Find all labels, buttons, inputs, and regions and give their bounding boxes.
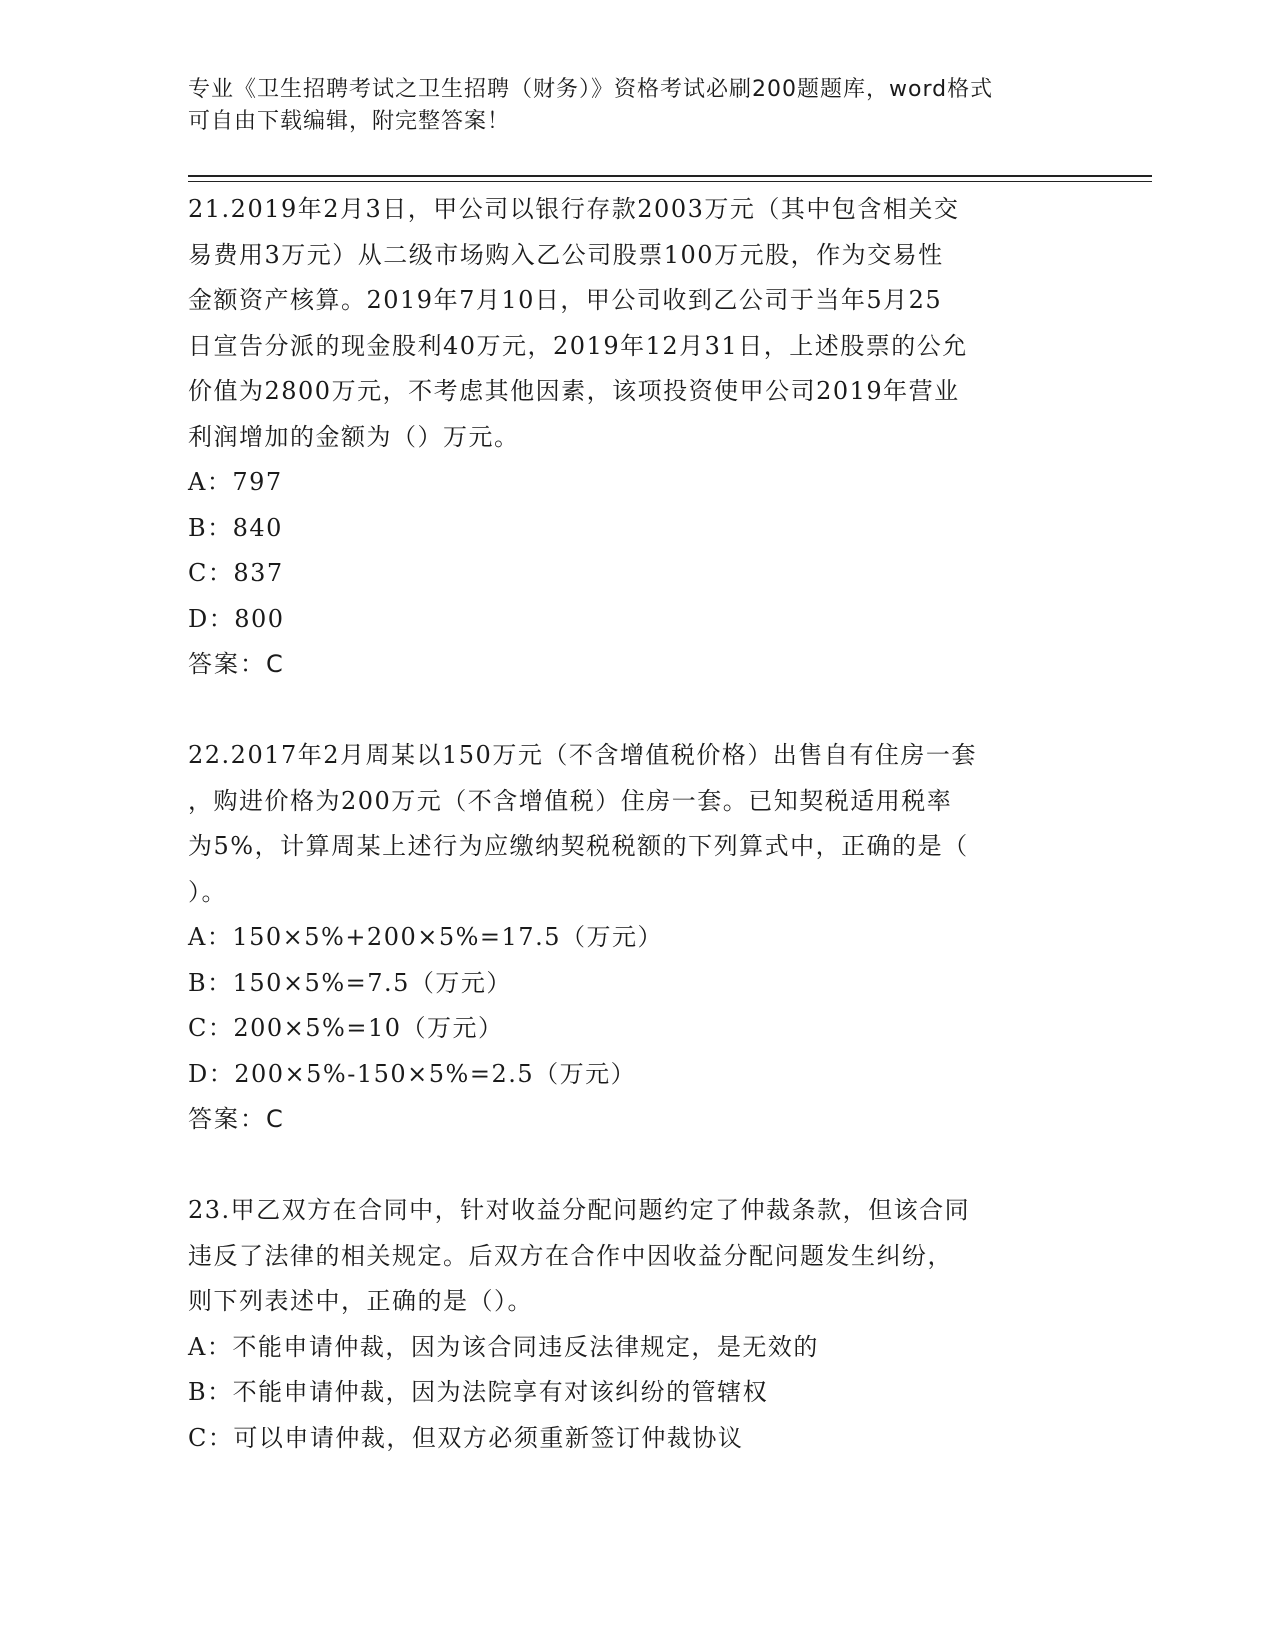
- question-text-line: 为5%，计算周某上述行为应缴纳契税税额的下列算式中，正确的是（: [188, 832, 969, 860]
- question-text-line: ，购进价格为200万元（不含增值税）住房一套。已知契税适用税率: [188, 786, 953, 815]
- option-c: C：837: [188, 559, 284, 587]
- question-text-line: 23.甲乙双方在合同中，针对收益分配问题约定了仲裁条款，但该合同: [188, 1196, 971, 1224]
- option-c: C：可以申请仲裁，但双方必须重新签订仲裁协议: [188, 1423, 744, 1452]
- option-b: B：840: [188, 513, 283, 542]
- question-text-line: 利润增加的金额为（）万元。: [188, 422, 520, 451]
- header-divider-thin: [188, 181, 1152, 182]
- header-line-2: 可自由下载编辑，附完整答案！: [188, 109, 511, 134]
- option-a: A：797: [188, 468, 283, 496]
- question-text-line: 21.2019年2月3日，甲公司以银行存款2003万元（其中包含相关交: [188, 195, 960, 223]
- question-21: [188, 187, 1088, 688]
- answer-label: 答案：C: [188, 650, 285, 678]
- option-c: C：200×5%=10（万元）: [188, 1014, 504, 1042]
- question-text-line: 则下列表述中，正确的是（）。: [188, 1287, 533, 1315]
- question-22: [188, 733, 1088, 1143]
- option-a: A：不能申请仲裁，因为该合同违反法律规定，是无效的: [188, 1332, 819, 1361]
- question-text-line: 价值为2800万元，不考虑其他因素，该项投资使甲公司2019年营业: [188, 377, 960, 405]
- question-text-line: 金额资产核算。2019年7月10日，甲公司收到乙公司于当年5月25: [188, 286, 943, 314]
- option-b: B：150×5%=7.5（万元）: [188, 968, 512, 997]
- answer-label: 答案：C: [188, 1105, 285, 1133]
- question-text-line: ）。: [188, 877, 227, 906]
- option-d: D：800: [188, 604, 285, 633]
- option-a: A：150×5%+200×5%=17.5（万元）: [188, 923, 663, 951]
- question-text-line: 违反了法律的相关规定。后双方在合作中因收益分配问题发生纠纷，: [188, 1241, 953, 1270]
- option-b: B：不能申请仲裁，因为法院享有对该纠纷的管辖权: [188, 1378, 769, 1406]
- header-line-1: 专业《卫生招聘考试之卫生招聘（财务）》资格考试必刷200题题库，word格式: [188, 77, 994, 102]
- question-text-line: 日宣告分派的现金股利40万元，2019年12月31日，上述股票的公允: [188, 331, 968, 360]
- option-d: D：200×5%-150×5%=2.5（万元）: [188, 1059, 637, 1088]
- document-header: [188, 74, 1088, 138]
- question-23: [188, 1188, 1088, 1461]
- question-text-line: 22.2017年2月周某以150万元（不含增值税价格）出售自有住房一套: [188, 741, 977, 769]
- question-text-line: 易费用3万元）从二级市场购入乙公司股票100万元股，作为交易性: [188, 240, 944, 269]
- header-divider-thick: [188, 175, 1152, 177]
